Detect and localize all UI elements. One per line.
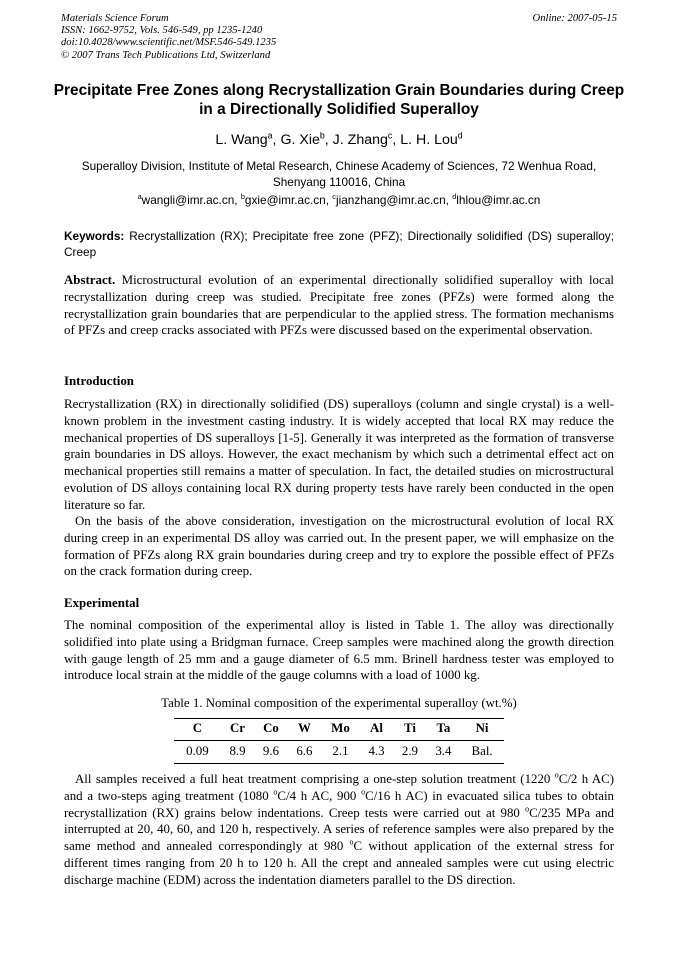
author: G. Xie$^b$, xyxy=(280,130,333,148)
table-header-row xyxy=(174,719,504,741)
table-header-cell: Mo xyxy=(331,721,350,735)
table-cell: 4.3 xyxy=(368,744,385,758)
experimental-paragraph-2: All samples received a full heat treatment comprising a one-step solution treatment (1220 $^o$C/2 h AC) and a two-steps aging treatment (1080 $^o$C/4 h AC, 900 $^o$C/16 h AC) in evacuated silica tubes to obtain recrystallization (RX) grains below indentations. Creep tests were carried out at 980 $^o$C/235 MPa and interrupted at 20, 40, 60, and 120 h, respectively. A series of reference samples were also prepared by the same method and annealed correspondingly at 980 $^o$C without application of the external stress for different times ranging from 20 h to 120 h. All the crept and annealed samples were cut using electric discharge machine (EDM) across the indentation diameters parallel to the DS direction. xyxy=(64,770,615,887)
abstract-text: Microstructural evolution of an experimental directionally solidified superalloy with local recrystallization during creep was studied. Precipitate free zones (PFZs) were formed along the recrystallization grain boundaries that are perpendicular to the applied stress. The formation mechanisms of PFZs and creep cracks associated with PFZs were discussed based on the experimental observation. xyxy=(64,273,614,338)
keywords-text: Recrystallization (RX); Precipitate free zone (PFZ); Directionally solidified (DS) superalloy; Creep xyxy=(64,229,614,259)
abstract-label: Abstract. xyxy=(64,273,116,287)
table-header-cell: Al xyxy=(370,721,383,735)
abstract xyxy=(64,272,614,339)
journal-name: Materials Science Forum xyxy=(61,13,169,24)
table-cell: 2.9 xyxy=(401,744,419,758)
table-cell: 3.4 xyxy=(435,744,452,758)
email: $^a$wangli@imr.ac.cn, xyxy=(137,192,241,207)
section-heading-experimental: Experimental xyxy=(64,596,140,610)
email: $^c$jianzhang@imr.ac.cn, xyxy=(332,192,453,207)
issn-line: ISSN: 1662-9752, Vols. 546-549, pp 1235-1240 xyxy=(61,25,263,37)
table-cell: 6.6 xyxy=(296,744,313,758)
table-cell: 8.9 xyxy=(229,744,246,758)
introduction-paragraph-1: Recrystallization (RX) in directionally solidified (DS) superalloys (column and single crystal) is a well-known problem in the investment casting industry. It is widely accepted that local RX may reduce the mechanical properties of DS superalloys [1-5]. Generally it was interpreted as the formation of transverse grain boundaries in DS alloys. However, the exact mechanism by which such a detrimental effect act on mechanical properties still remains a matter of speculation. In fact, the detailed studies on microstructural evolution of DS alloys containing local RX during property tests have rarely been conducted in the open literature so far. xyxy=(64,397,614,512)
table-cell: 0.09 xyxy=(186,744,209,758)
table-header-cell: Ti xyxy=(403,721,416,735)
affiliation: Superalloy Division, Institute of Metal Research, Chinese Academy of Sciences, 72 Wenhua Road, Shenyang 110016, China xyxy=(81,159,597,189)
table-header-cell: Ni xyxy=(475,721,489,735)
author: J. Zhang$^c$, xyxy=(332,130,401,148)
email-list xyxy=(61,193,617,207)
copyright-line: © 2007 Trans Tech Publications Ltd, Switzerland xyxy=(61,49,271,61)
author: L. Wang$^a$, xyxy=(215,130,281,148)
composition-table xyxy=(174,718,504,764)
table-header-cell: Ta xyxy=(436,721,451,735)
table-header-cell: Co xyxy=(263,721,279,735)
online-date: Online: 2007-05-15 xyxy=(532,13,617,24)
table-header-cell: C xyxy=(192,721,203,735)
section-heading-introduction: Introduction xyxy=(64,374,134,388)
table-cell: 9.6 xyxy=(262,744,280,758)
table-caption: Table 1. Nominal composition of the experimental superalloy (wt.%) xyxy=(161,696,517,710)
table-row xyxy=(174,741,504,764)
table-cell: Bal. xyxy=(471,744,493,758)
author: L. H. Lou$^d$ xyxy=(400,130,463,148)
experimental-paragraph-1: The nominal composition of the experimental alloy is listed in Table 1. The alloy was directionally solidified into plate using a Bridgman furnace. Creep samples were machined along the growth direction with gauge length of 25 mm and a gauge diameter of 6.5 mm. Brinell hardness tester was employed to introduce local strain at the middle of the gauge columns with a load of 1000 kg. xyxy=(64,618,614,683)
doi-line: doi:10.4028/www.scientific.net/MSF.546-549.1235 xyxy=(61,37,277,49)
paper-title: Precipitate Free Zones along Recrystallization Grain Boundaries during Creep in a Directionally Solidified Superalloy xyxy=(53,82,625,118)
author-list xyxy=(0,132,678,148)
table-header-cell: W xyxy=(297,721,311,735)
journal-header xyxy=(61,13,617,62)
table-header-cell: Cr xyxy=(230,721,246,735)
introduction-paragraph-2: On the basis of the above consideration, investigation on the microstructural evolution of local RX during creep in an experimental DS alloy was carried out. In the present paper, we will emphasize on the formation of PFZs along RX grain boundaries during creep and try to explore the possible effect of PFZs on the crack formation during creep. xyxy=(64,514,614,579)
email: $^d$lhlou@imr.ac.cn xyxy=(452,192,541,207)
table-cell: 2.1 xyxy=(332,744,349,758)
keywords-label: Keywords: xyxy=(64,229,125,243)
email: $^b$gxie@imr.ac.cn, xyxy=(240,192,333,207)
keywords xyxy=(64,229,614,260)
